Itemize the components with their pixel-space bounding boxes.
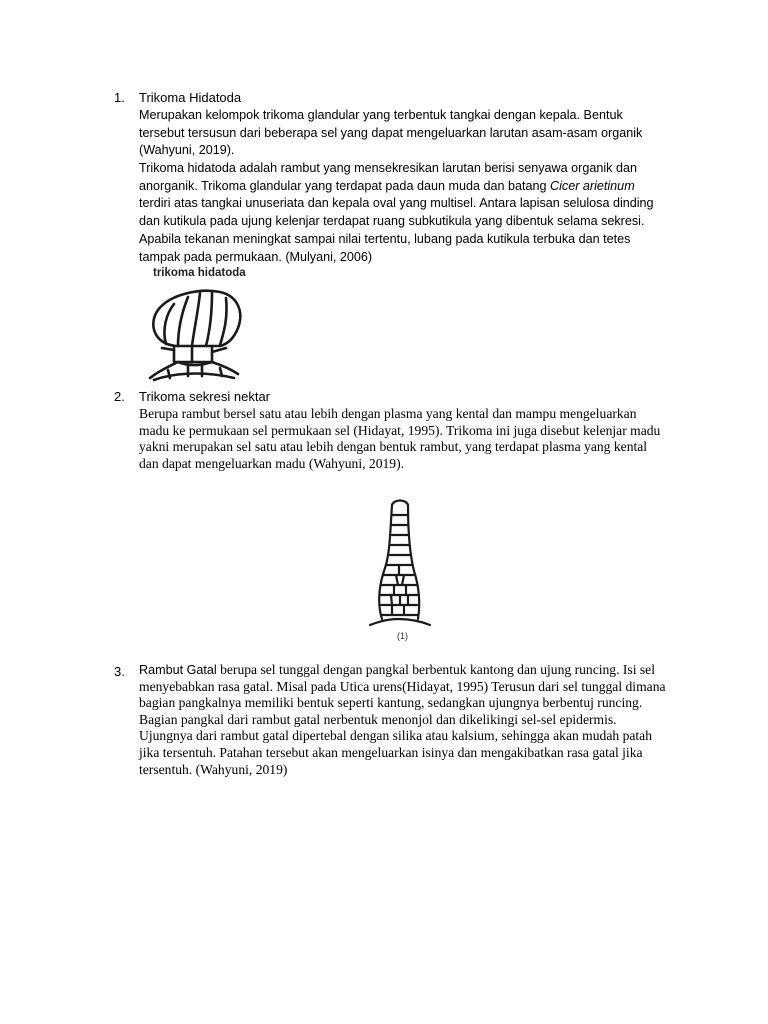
trichome-head-drawing xyxy=(140,266,290,386)
section-1-paragraph-2-end: terdiri atas tangkai unuseriata dan kepala oval yang multisel. Antara lapisan selulosa dinding dan kutikula pada ujung kelenjar terdapat ruang subkutikula yang dibentuk selama sekresi. Apabila tekanan meningkat sampai nilai tertentu, lubang pada kutikula terbuka dan tetes tampak pada permukaan. (Mulyani, 2006) xyxy=(139,196,654,264)
figure-1-label: trikoma hidatoda xyxy=(153,267,246,279)
list-number-3: 3. xyxy=(114,664,125,679)
section-3-text: berupa sel tunggal dengan pangkal berbentuk kantong dan ujung runcing. Isi sel menyebabkan rasa gatal. Misal pada Utica urens(Hidayat, 1995) Terusun dari sel tunggal dimana bagian pangkalnya memiliki bentuk seperti kantung, sedangkan ujungnya berbentuj runcing. Bagian pangkal dari rambut gatal nerbentuk menonjol dan dikelikingi sel-sel epidermis. Ujungnya dari rambut gatal dipertebal dengan silika atau kalsium, sehingga akan mudah patah jika tersentuh. Patahan tersebut akan mengeluarkan isinya dan mengakibatkan rasa gatal jika tersentuh. (Wahyuni, 2019) xyxy=(139,662,666,777)
section-1-title: Trikoma Hidatoda xyxy=(139,90,242,105)
section-3-paragraph-1 xyxy=(139,662,669,778)
section-2-title: Trikoma sekresi nektar xyxy=(139,389,270,404)
list-number-1: 1. xyxy=(114,90,125,105)
figure-trikoma-sekresi-nektar xyxy=(364,495,434,645)
section-1-paragraph-2-start: Trikoma hidatoda adalah rambut yang mensekresikan larutan berisi senyawa organik dan anorganik. Trikoma glandular yang terdapat pada daun muda dan batang xyxy=(139,161,637,193)
section-1-paragraph-2 xyxy=(139,160,669,266)
nectar-trichome-drawing xyxy=(364,495,434,645)
section-3-title: Rambut Gatal xyxy=(139,663,217,677)
section-2-paragraph-1: Berupa rambut bersel satu atau lebih dengan plasma yang kental dan mampu mengeluarkan madu ke permukaan sel permukaan sel (Hidayat, 1995). Trikoma ini juga disebut kelenjar madu yakni merupakan sel satu atau lebih dengan bentuk rambut, yang terdapat plasma yang kental dan dapat mengeluarkan madu (Wahyuni, 2019). xyxy=(139,406,661,471)
species-name: Cicer arietinum xyxy=(550,178,635,193)
list-number-2: 2. xyxy=(114,389,125,404)
figure-trikoma-hidatoda xyxy=(140,266,290,386)
figure-2-label: (1) xyxy=(397,631,408,641)
section-1-paragraph-1: Merupakan kelompok trikoma glandular yang terbentuk tangkai dengan kepala. Bentuk tersebut tersusun dari beberapa sel yang dapat mengeluarkan larutan asam-asam organik (Wahyuni, 2019). xyxy=(139,108,643,158)
